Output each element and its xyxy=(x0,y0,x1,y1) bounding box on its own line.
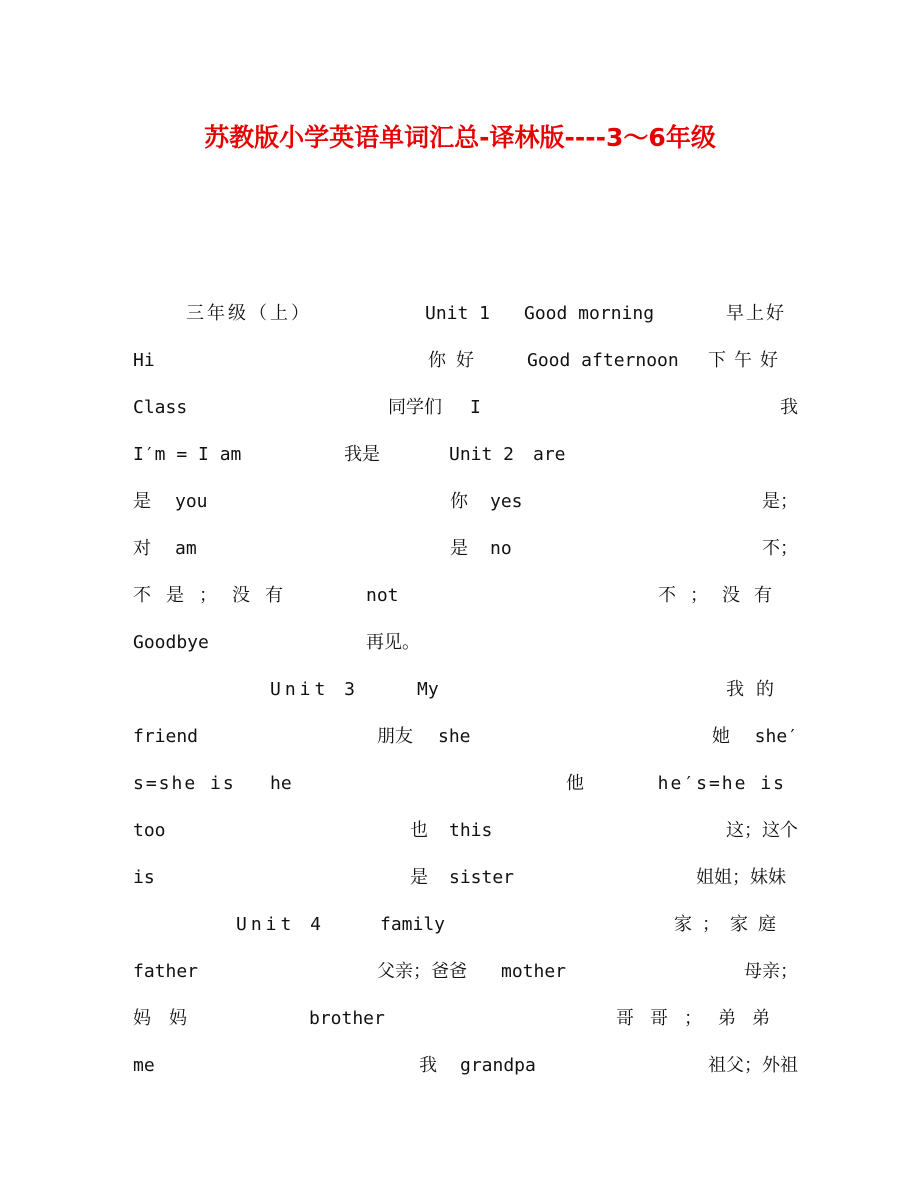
word-en: father xyxy=(133,961,199,982)
word-en: My xyxy=(417,679,439,700)
word-zh: 再见。 xyxy=(366,632,420,653)
word-zh: 不； xyxy=(762,538,798,559)
word-zh: 不是；没有 xyxy=(133,585,298,606)
word-en: are xyxy=(533,444,566,465)
word-en: me xyxy=(133,1055,155,1076)
word-zh: 不；没有 xyxy=(658,585,786,606)
word-en: she xyxy=(438,726,471,747)
word-en: no xyxy=(490,538,512,559)
word-zh: 这；这个 xyxy=(726,820,798,841)
word-zh: 是 xyxy=(450,538,468,559)
word-en: Hi xyxy=(133,350,155,371)
word-zh: 是； xyxy=(762,491,798,512)
word-zh: 对 xyxy=(133,538,151,559)
word-en: I′m = I am xyxy=(133,444,242,465)
word-zh: 也 xyxy=(410,820,428,841)
word-en: Class xyxy=(133,397,188,418)
word-en: grandpa xyxy=(460,1055,536,1076)
word-en: not xyxy=(366,585,399,606)
word-en: he xyxy=(270,773,292,794)
word-zh: 祖父；外祖 xyxy=(708,1055,798,1076)
word-zh: 朋友 xyxy=(377,726,413,747)
word-zh: 是 xyxy=(410,867,428,888)
word-zh: 家；家庭 xyxy=(674,914,786,935)
word-en: am xyxy=(175,538,197,559)
word-en: brother xyxy=(309,1008,385,1029)
word-en: I xyxy=(470,397,481,418)
word-zh: 我 xyxy=(419,1055,437,1076)
word-zh: 是 xyxy=(133,491,151,512)
word-zh: 父亲；爸爸 xyxy=(377,961,467,982)
word-zh: 妈妈 xyxy=(133,1008,205,1029)
unit-label: Unit 3 xyxy=(270,679,360,700)
word-en: Good morning xyxy=(524,303,655,324)
word-zh: 早上好 xyxy=(726,303,786,324)
page-title: 苏教版小学英语单词汇总-译林版----3～6年级 xyxy=(204,123,716,152)
word-en: this xyxy=(449,820,493,841)
word-en: is xyxy=(133,867,155,888)
word-en: Goodbye xyxy=(133,632,209,653)
word-en: friend xyxy=(133,726,199,747)
word-en: Good afternoon xyxy=(527,350,679,371)
word-en: sister xyxy=(449,867,515,888)
word-zh: 你 xyxy=(450,491,468,512)
word-en: you xyxy=(175,491,208,512)
word-en: family xyxy=(380,914,446,935)
word-en: she′ xyxy=(754,726,798,747)
word-zh: 下午好 xyxy=(708,350,786,371)
word-zh: 他 xyxy=(566,773,584,794)
word-en: too xyxy=(133,820,166,841)
word-zh: 哥哥；弟弟 xyxy=(616,1008,786,1029)
word-zh: 我是 xyxy=(344,444,380,465)
word-zh: 我的 xyxy=(726,679,786,700)
unit-label: Unit 2 xyxy=(449,444,515,465)
word-zh: 你好 xyxy=(428,350,484,371)
unit-label: Unit 1 xyxy=(425,303,491,324)
word-en: s=she is xyxy=(133,773,236,794)
word-zh: 她 xyxy=(712,726,730,747)
word-zh: 同学们 xyxy=(388,397,442,418)
word-en: mother xyxy=(501,961,567,982)
grade-heading: 三年级（上） xyxy=(186,303,312,324)
word-zh: 姐姐；妹妹 xyxy=(696,867,786,888)
word-zh: 我 xyxy=(780,397,798,418)
unit-label: Unit 4 xyxy=(236,914,326,935)
word-zh: 母亲； xyxy=(744,961,798,982)
word-en: yes xyxy=(490,491,523,512)
word-en: he′s=he is xyxy=(657,773,786,794)
